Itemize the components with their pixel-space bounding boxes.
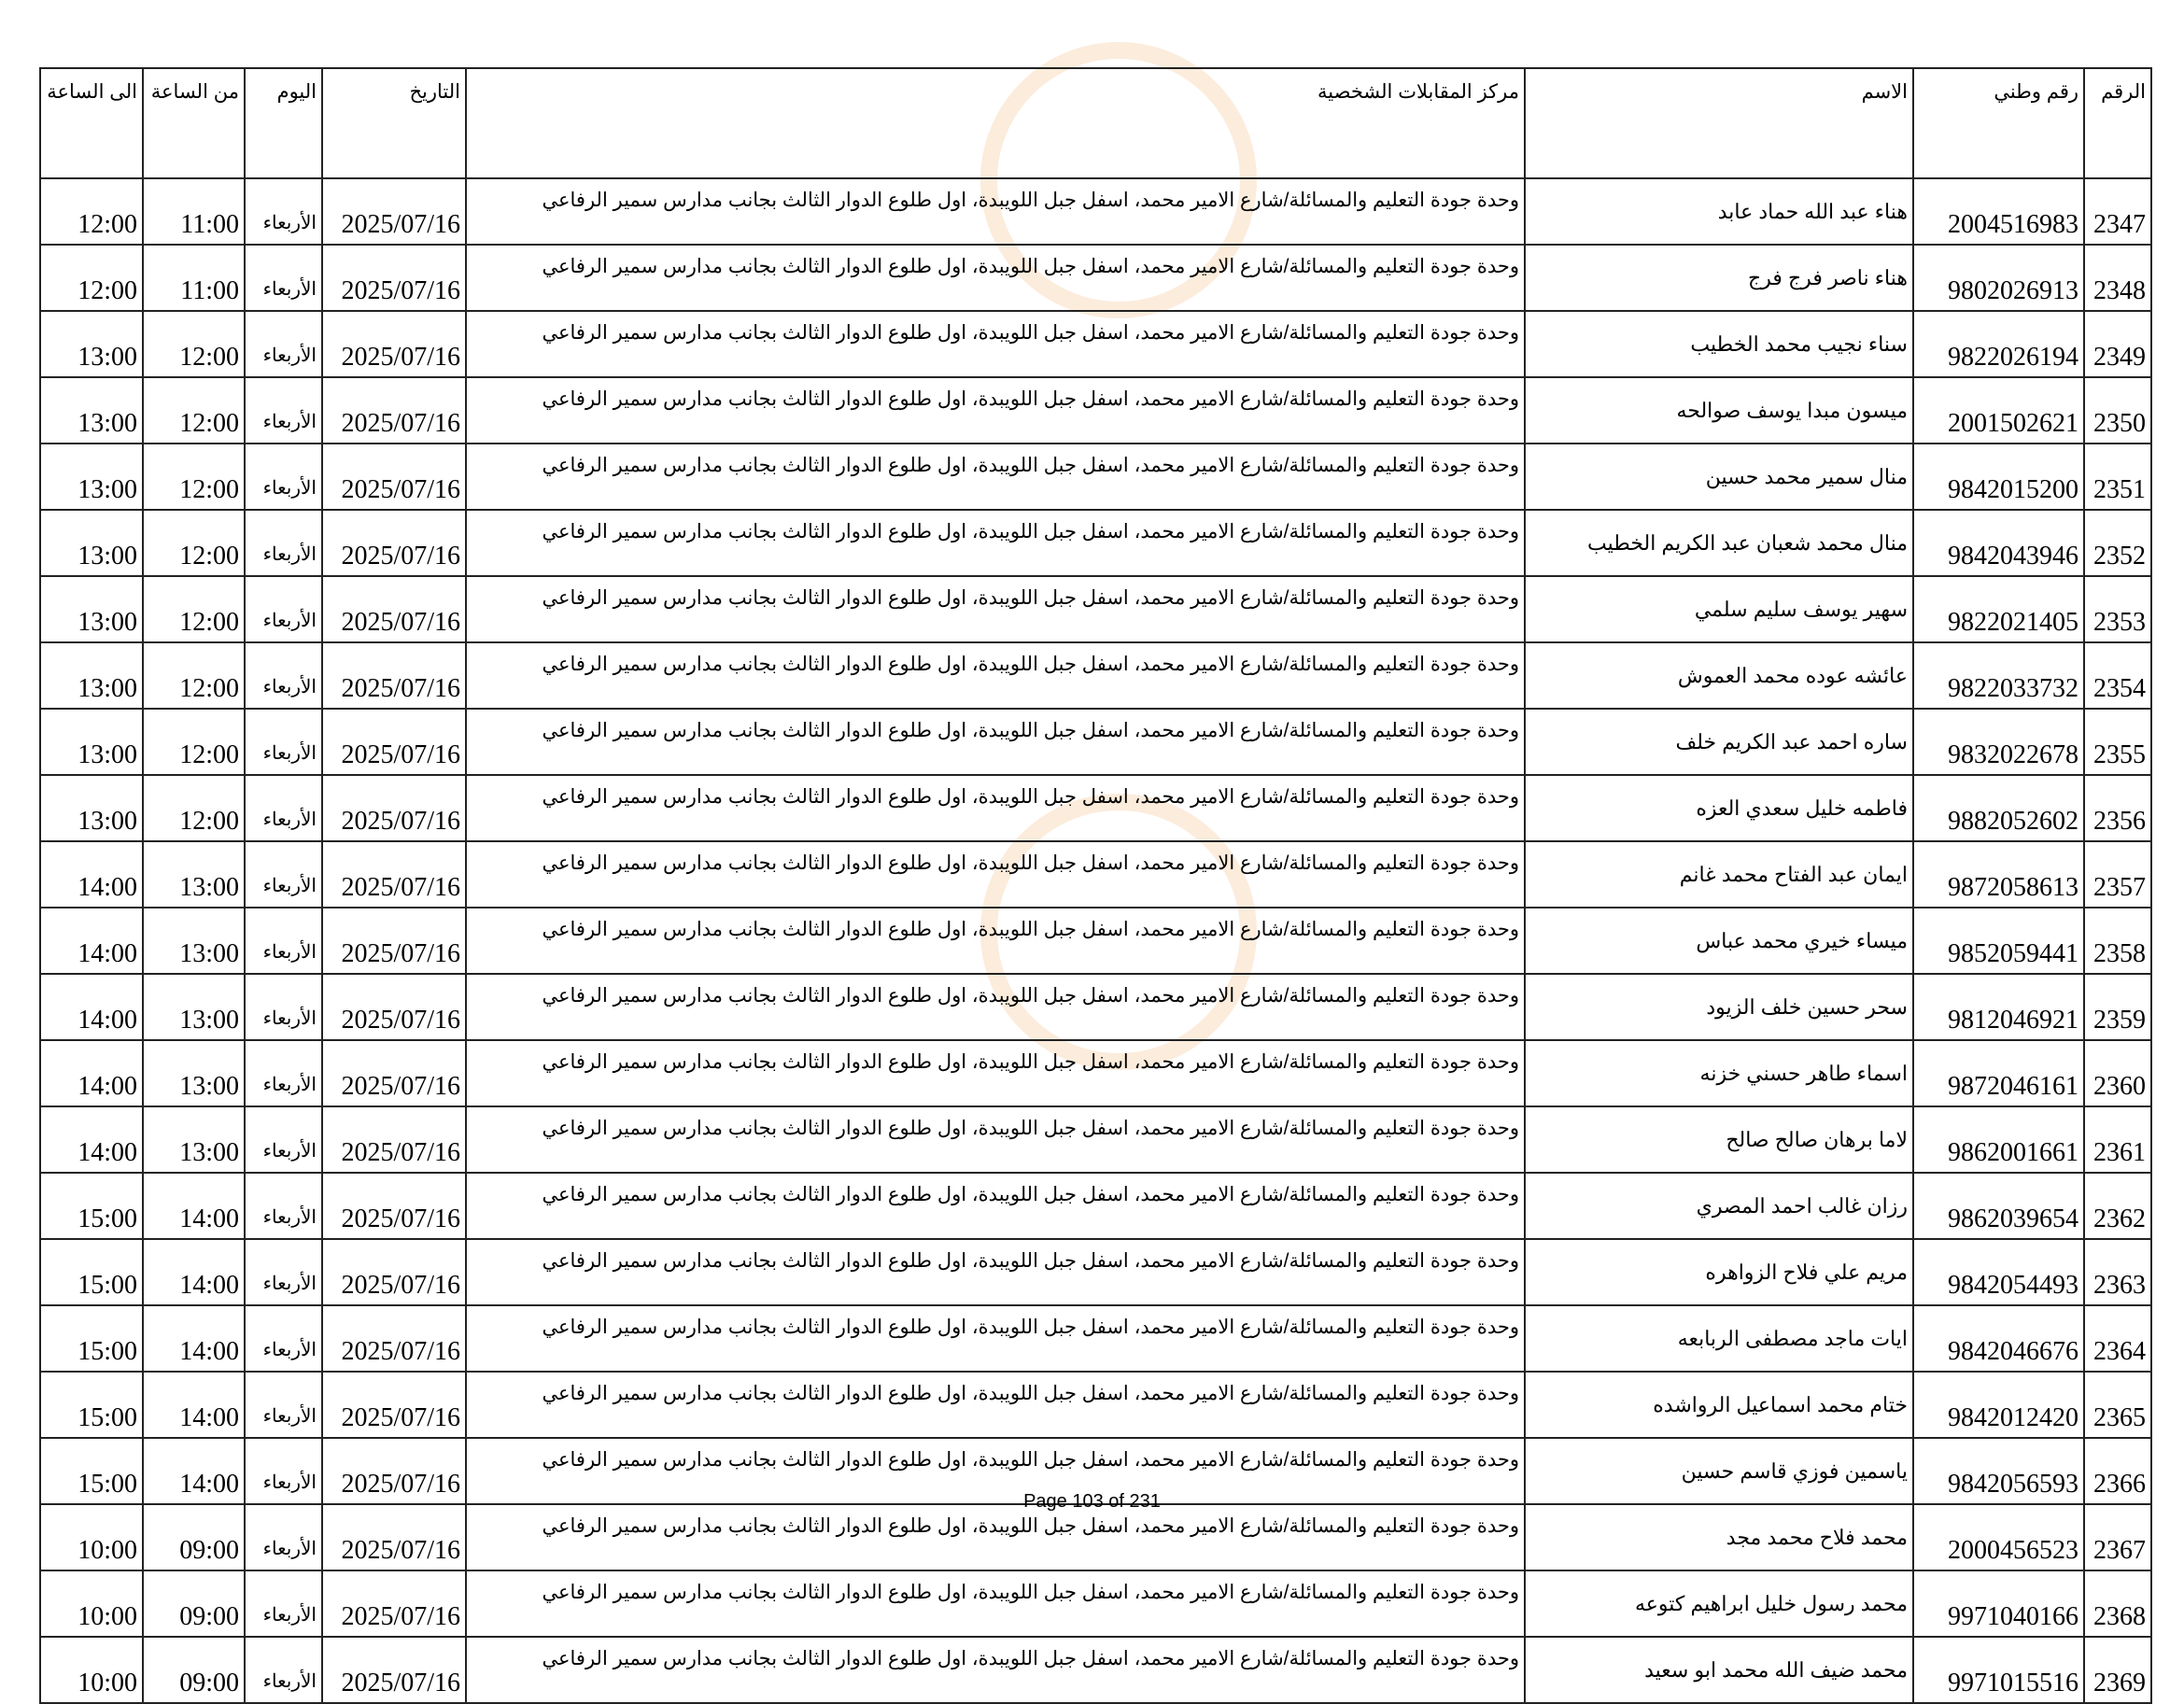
interview-center-cell: وحدة جودة التعليم والمسائلة/شارع الامير محمد، اسفل جبل اللويبدة، اول طلوع الدوار الثالث بجانب مدارس سمير الرفاعي xyxy=(466,709,1525,775)
row-number-cell: 2361 xyxy=(2084,1106,2151,1173)
interview-center-cell: وحدة جودة التعليم والمسائلة/شارع الامير محمد، اسفل جبل اللويبدة، اول طلوع الدوار الثالث بجانب مدارس سمير الرفاعي xyxy=(466,1305,1525,1372)
national-id-cell: 9842056593 xyxy=(1913,1438,2084,1504)
national-id-cell: 9832022678 xyxy=(1913,709,2084,775)
interview-date-cell: 2025/07/16 xyxy=(322,709,466,775)
header-to-time: الى الساعة xyxy=(40,68,143,178)
interview-date-cell: 2025/07/16 xyxy=(322,974,466,1040)
interview-date-cell: 2025/07/16 xyxy=(322,1438,466,1504)
interview-center-cell: وحدة جودة التعليم والمسائلة/شارع الامير محمد، اسفل جبل اللويبدة، اول طلوع الدوار الثالث بجانب مدارس سمير الرفاعي xyxy=(466,974,1525,1040)
applicant-name-cell: ايمان عبد الفتاح محمد غانم xyxy=(1525,841,1913,908)
interview-center-cell: وحدة جودة التعليم والمسائلة/شارع الامير محمد، اسفل جبل اللويبدة، اول طلوع الدوار الثالث بجانب مدارس سمير الرفاعي xyxy=(466,1438,1525,1504)
interview-center-cell: وحدة جودة التعليم والمسائلة/شارع الامير محمد، اسفل جبل اللويبدة، اول طلوع الدوار الثالث بجانب مدارس سمير الرفاعي xyxy=(466,245,1525,311)
to-time-cell: 13:00 xyxy=(40,775,143,841)
table-row xyxy=(40,1637,2151,1703)
national-id-cell: 9822021405 xyxy=(1913,576,2084,642)
interview-center-cell: وحدة جودة التعليم والمسائلة/شارع الامير محمد، اسفل جبل اللويبدة، اول طلوع الدوار الثالث بجانب مدارس سمير الرفاعي xyxy=(466,377,1525,444)
interview-date-cell: 2025/07/16 xyxy=(322,1106,466,1173)
applicant-name-cell: ختام محمد اسماعيل الرواشده xyxy=(1525,1372,1913,1438)
interview-center-cell: وحدة جودة التعليم والمسائلة/شارع الامير محمد، اسفل جبل اللويبدة، اول طلوع الدوار الثالث بجانب مدارس سمير الرفاعي xyxy=(466,1372,1525,1438)
interview-date-cell: 2025/07/16 xyxy=(322,178,466,245)
table-row xyxy=(40,1570,2151,1637)
row-number-cell: 2355 xyxy=(2084,709,2151,775)
to-time-cell: 14:00 xyxy=(40,1106,143,1173)
national-id-cell: 2001502621 xyxy=(1913,377,2084,444)
national-id-cell: 2004516983 xyxy=(1913,178,2084,245)
from-time-cell: 09:00 xyxy=(143,1637,245,1703)
interview-day-cell: الأربعاء xyxy=(245,908,322,974)
national-id-cell: 9822033732 xyxy=(1913,642,2084,709)
to-time-cell: 13:00 xyxy=(40,642,143,709)
national-id-cell: 9822026194 xyxy=(1913,311,2084,377)
national-id-cell: 9971015516 xyxy=(1913,1637,2084,1703)
interview-day-cell: الأربعاء xyxy=(245,1040,322,1106)
interview-date-cell: 2025/07/16 xyxy=(322,1040,466,1106)
interview-center-cell: وحدة جودة التعليم والمسائلة/شارع الامير محمد، اسفل جبل اللويبدة، اول طلوع الدوار الثالث بجانب مدارس سمير الرفاعي xyxy=(466,576,1525,642)
interview-date-cell: 2025/07/16 xyxy=(322,311,466,377)
interview-day-cell: الأربعاء xyxy=(245,444,322,510)
row-number-cell: 2351 xyxy=(2084,444,2151,510)
applicant-name-cell: رزان غالب احمد المصري xyxy=(1525,1173,1913,1239)
row-number-cell: 2367 xyxy=(2084,1504,2151,1570)
row-number-cell: 2357 xyxy=(2084,841,2151,908)
interview-date-cell: 2025/07/16 xyxy=(322,1239,466,1305)
interview-date-cell: 2025/07/16 xyxy=(322,775,466,841)
from-time-cell: 14:00 xyxy=(143,1305,245,1372)
from-time-cell: 13:00 xyxy=(143,908,245,974)
interview-day-cell: الأربعاء xyxy=(245,377,322,444)
national-id-cell: 9842043946 xyxy=(1913,510,2084,576)
row-number-cell: 2354 xyxy=(2084,642,2151,709)
header-day: اليوم xyxy=(245,68,322,178)
interview-day-cell: الأربعاء xyxy=(245,1504,322,1570)
interview-day-cell: الأربعاء xyxy=(245,1239,322,1305)
applicant-name-cell: هناء ناصر فرج فرج xyxy=(1525,245,1913,311)
to-time-cell: 10:00 xyxy=(40,1570,143,1637)
interview-center-cell: وحدة جودة التعليم والمسائلة/شارع الامير محمد، اسفل جبل اللويبدة، اول طلوع الدوار الثالث بجانب مدارس سمير الرفاعي xyxy=(466,1239,1525,1305)
table-row xyxy=(40,1305,2151,1372)
interview-center-cell: وحدة جودة التعليم والمسائلة/شارع الامير محمد، اسفل جبل اللويبدة، اول طلوع الدوار الثالث بجانب مدارس سمير الرفاعي xyxy=(466,1570,1525,1637)
interview-center-cell: وحدة جودة التعليم والمسائلة/شارع الامير محمد، اسفل جبل اللويبدة، اول طلوع الدوار الثالث بجانب مدارس سمير الرفاعي xyxy=(466,642,1525,709)
applicant-name-cell: سهير يوسف سليم سلمي xyxy=(1525,576,1913,642)
to-time-cell: 15:00 xyxy=(40,1173,143,1239)
row-number-cell: 2366 xyxy=(2084,1438,2151,1504)
applicant-name-cell: مريم علي فلاح الزواهره xyxy=(1525,1239,1913,1305)
interview-day-cell: الأربعاء xyxy=(245,709,322,775)
from-time-cell: 13:00 xyxy=(143,1040,245,1106)
national-id-cell: 2000456523 xyxy=(1913,1504,2084,1570)
from-time-cell: 12:00 xyxy=(143,775,245,841)
interview-date-cell: 2025/07/16 xyxy=(322,841,466,908)
header-date: التاريخ xyxy=(322,68,466,178)
from-time-cell: 14:00 xyxy=(143,1372,245,1438)
table-row xyxy=(40,841,2151,908)
from-time-cell: 12:00 xyxy=(143,510,245,576)
applicant-name-cell: عائشه عوده محمد العموش xyxy=(1525,642,1913,709)
interview-day-cell: الأربعاء xyxy=(245,576,322,642)
applicant-name-cell: لاما برهان صالح صالح xyxy=(1525,1106,1913,1173)
to-time-cell: 10:00 xyxy=(40,1504,143,1570)
row-number-cell: 2348 xyxy=(2084,245,2151,311)
national-id-cell: 9802026913 xyxy=(1913,245,2084,311)
interview-center-cell: وحدة جودة التعليم والمسائلة/شارع الامير محمد، اسفل جبل اللويبدة، اول طلوع الدوار الثالث بجانب مدارس سمير الرفاعي xyxy=(466,775,1525,841)
interview-date-cell: 2025/07/16 xyxy=(322,377,466,444)
from-time-cell: 12:00 xyxy=(143,709,245,775)
from-time-cell: 14:00 xyxy=(143,1173,245,1239)
row-number-cell: 2347 xyxy=(2084,178,2151,245)
applicant-name-cell: سناء نجيب محمد الخطيب xyxy=(1525,311,1913,377)
interview-day-cell: الأربعاء xyxy=(245,974,322,1040)
table-row xyxy=(40,576,2151,642)
applicant-name-cell: ياسمين فوزي قاسم حسين xyxy=(1525,1438,1913,1504)
to-time-cell: 12:00 xyxy=(40,245,143,311)
applicant-name-cell: محمد رسول خليل ابراهيم كتوعه xyxy=(1525,1570,1913,1637)
to-time-cell: 13:00 xyxy=(40,576,143,642)
header-from-time: من الساعة xyxy=(143,68,245,178)
table-row xyxy=(40,444,2151,510)
applicant-name-cell: ايات ماجد مصطفى الربابعه xyxy=(1525,1305,1913,1372)
applicant-name-cell: ميسون مبدا يوسف صوالحه xyxy=(1525,377,1913,444)
applicant-name-cell: ميساء خيري محمد عباس xyxy=(1525,908,1913,974)
national-id-cell: 9872058613 xyxy=(1913,841,2084,908)
table-row xyxy=(40,974,2151,1040)
table-row xyxy=(40,775,2151,841)
interview-center-cell: وحدة جودة التعليم والمسائلة/شارع الامير محمد، اسفل جبل اللويبدة، اول طلوع الدوار الثالث بجانب مدارس سمير الرفاعي xyxy=(466,444,1525,510)
row-number-cell: 2349 xyxy=(2084,311,2151,377)
to-time-cell: 15:00 xyxy=(40,1239,143,1305)
national-id-cell: 9842012420 xyxy=(1913,1372,2084,1438)
interview-date-cell: 2025/07/16 xyxy=(322,245,466,311)
national-id-cell: 9971040166 xyxy=(1913,1570,2084,1637)
national-id-cell: 9872046161 xyxy=(1913,1040,2084,1106)
from-time-cell: 13:00 xyxy=(143,1106,245,1173)
table-row xyxy=(40,1372,2151,1438)
page-number: Page 103 of 231 xyxy=(1023,1491,1161,1512)
from-time-cell: 12:00 xyxy=(143,642,245,709)
interview-day-cell: الأربعاء xyxy=(245,1570,322,1637)
row-number-cell: 2363 xyxy=(2084,1239,2151,1305)
table-row xyxy=(40,1040,2151,1106)
interview-center-cell: وحدة جودة التعليم والمسائلة/شارع الامير محمد، اسفل جبل اللويبدة، اول طلوع الدوار الثالث بجانب مدارس سمير الرفاعي xyxy=(466,1173,1525,1239)
applicant-name-cell: محمد ضيف الله محمد ابو سعيد xyxy=(1525,1637,1913,1703)
interview-date-cell: 2025/07/16 xyxy=(322,1372,466,1438)
table-row xyxy=(40,642,2151,709)
from-time-cell: 09:00 xyxy=(143,1570,245,1637)
interview-day-cell: الأربعاء xyxy=(245,642,322,709)
header-center: مركز المقابلات الشخصية xyxy=(466,68,1525,178)
row-number-cell: 2362 xyxy=(2084,1173,2151,1239)
interview-date-cell: 2025/07/16 xyxy=(322,1305,466,1372)
interview-center-cell: وحدة جودة التعليم والمسائلة/شارع الامير محمد، اسفل جبل اللويبدة، اول طلوع الدوار الثالث بجانب مدارس سمير الرفاعي xyxy=(466,841,1525,908)
table-row xyxy=(40,245,2151,311)
from-time-cell: 13:00 xyxy=(143,841,245,908)
interview-day-cell: الأربعاء xyxy=(245,1305,322,1372)
national-id-cell: 9842054493 xyxy=(1913,1239,2084,1305)
interview-day-cell: الأربعاء xyxy=(245,178,322,245)
applicant-name-cell: ساره احمد عبد الكريم خلف xyxy=(1525,709,1913,775)
interview-day-cell: الأربعاء xyxy=(245,775,322,841)
interview-date-cell: 2025/07/16 xyxy=(322,1570,466,1637)
to-time-cell: 13:00 xyxy=(40,377,143,444)
to-time-cell: 13:00 xyxy=(40,709,143,775)
row-number-cell: 2368 xyxy=(2084,1570,2151,1637)
interview-date-cell: 2025/07/16 xyxy=(322,510,466,576)
row-number-cell: 2364 xyxy=(2084,1305,2151,1372)
row-number-cell: 2353 xyxy=(2084,576,2151,642)
to-time-cell: 13:00 xyxy=(40,444,143,510)
national-id-cell: 9812046921 xyxy=(1913,974,2084,1040)
interview-date-cell: 2025/07/16 xyxy=(322,1173,466,1239)
interview-day-cell: الأربعاء xyxy=(245,1106,322,1173)
from-time-cell: 09:00 xyxy=(143,1504,245,1570)
row-number-cell: 2369 xyxy=(2084,1637,2151,1703)
interview-day-cell: الأربعاء xyxy=(245,1372,322,1438)
row-number-cell: 2359 xyxy=(2084,974,2151,1040)
applicant-name-cell: محمد فلاح محمد مجد xyxy=(1525,1504,1913,1570)
interview-center-cell: وحدة جودة التعليم والمسائلة/شارع الامير محمد، اسفل جبل اللويبدة، اول طلوع الدوار الثالث بجانب مدارس سمير الرفاعي xyxy=(466,908,1525,974)
table-row xyxy=(40,178,2151,245)
from-time-cell: 13:00 xyxy=(143,974,245,1040)
table-row xyxy=(40,1504,2151,1570)
from-time-cell: 14:00 xyxy=(143,1438,245,1504)
header-name: الاسم xyxy=(1525,68,1913,178)
interview-day-cell: الأربعاء xyxy=(245,510,322,576)
to-time-cell: 15:00 xyxy=(40,1438,143,1504)
to-time-cell: 14:00 xyxy=(40,908,143,974)
table-row xyxy=(40,908,2151,974)
interview-day-cell: الأربعاء xyxy=(245,245,322,311)
interview-center-cell: وحدة جودة التعليم والمسائلة/شارع الامير محمد، اسفل جبل اللويبدة، اول طلوع الدوار الثالث بجانب مدارس سمير الرفاعي xyxy=(466,1637,1525,1703)
table-row xyxy=(40,709,2151,775)
interview-center-cell: وحدة جودة التعليم والمسائلة/شارع الامير محمد، اسفل جبل اللويبدة، اول طلوع الدوار الثالث بجانب مدارس سمير الرفاعي xyxy=(466,510,1525,576)
to-time-cell: 12:00 xyxy=(40,178,143,245)
to-time-cell: 15:00 xyxy=(40,1372,143,1438)
row-number-cell: 2356 xyxy=(2084,775,2151,841)
interview-day-cell: الأربعاء xyxy=(245,1637,322,1703)
applicant-name-cell: منال سمير محمد حسين xyxy=(1525,444,1913,510)
national-id-cell: 9862001661 xyxy=(1913,1106,2084,1173)
interview-day-cell: الأربعاء xyxy=(245,1173,322,1239)
to-time-cell: 14:00 xyxy=(40,974,143,1040)
from-time-cell: 12:00 xyxy=(143,377,245,444)
to-time-cell: 14:00 xyxy=(40,841,143,908)
to-time-cell: 15:00 xyxy=(40,1305,143,1372)
applicant-name-cell: منال محمد شعبان عبد الكريم الخطيب xyxy=(1525,510,1913,576)
table-row xyxy=(40,311,2151,377)
table-row xyxy=(40,1106,2151,1173)
applicant-name-cell: اسماء طاهر حسني خزنه xyxy=(1525,1040,1913,1106)
interview-day-cell: الأربعاء xyxy=(245,841,322,908)
interview-schedule-table xyxy=(39,67,2152,1704)
applicant-name-cell: هناء عبد الله حماد عابد xyxy=(1525,178,1913,245)
to-time-cell: 10:00 xyxy=(40,1637,143,1703)
row-number-cell: 2358 xyxy=(2084,908,2151,974)
applicant-name-cell: سحر حسين خلف الزيود xyxy=(1525,974,1913,1040)
interview-date-cell: 2025/07/16 xyxy=(322,908,466,974)
table-row xyxy=(40,1239,2151,1305)
interview-date-cell: 2025/07/16 xyxy=(322,576,466,642)
interview-center-cell: وحدة جودة التعليم والمسائلة/شارع الامير محمد، اسفل جبل اللويبدة، اول طلوع الدوار الثالث بجانب مدارس سمير الرفاعي xyxy=(466,1040,1525,1106)
interview-center-cell: وحدة جودة التعليم والمسائلة/شارع الامير محمد، اسفل جبل اللويبدة، اول طلوع الدوار الثالث بجانب مدارس سمير الرفاعي xyxy=(466,1504,1525,1570)
header-number: الرقم xyxy=(2084,68,2151,178)
header-national-id: رقم وطني xyxy=(1913,68,2084,178)
interview-date-cell: 2025/07/16 xyxy=(322,642,466,709)
national-id-cell: 9842046676 xyxy=(1913,1305,2084,1372)
interview-day-cell: الأربعاء xyxy=(245,1438,322,1504)
to-time-cell: 13:00 xyxy=(40,311,143,377)
to-time-cell: 14:00 xyxy=(40,1040,143,1106)
interview-day-cell: الأربعاء xyxy=(245,311,322,377)
interview-center-cell: وحدة جودة التعليم والمسائلة/شارع الامير محمد، اسفل جبل اللويبدة، اول طلوع الدوار الثالث بجانب مدارس سمير الرفاعي xyxy=(466,1106,1525,1173)
interview-date-cell: 2025/07/16 xyxy=(322,1637,466,1703)
from-time-cell: 12:00 xyxy=(143,444,245,510)
national-id-cell: 9852059441 xyxy=(1913,908,2084,974)
interview-center-cell: وحدة جودة التعليم والمسائلة/شارع الامير محمد، اسفل جبل اللويبدة، اول طلوع الدوار الثالث بجانب مدارس سمير الرفاعي xyxy=(466,178,1525,245)
from-time-cell: 11:00 xyxy=(143,245,245,311)
interview-date-cell: 2025/07/16 xyxy=(322,444,466,510)
table-row xyxy=(40,377,2151,444)
national-id-cell: 9882052602 xyxy=(1913,775,2084,841)
from-time-cell: 12:00 xyxy=(143,311,245,377)
table-row xyxy=(40,510,2151,576)
from-time-cell: 12:00 xyxy=(143,576,245,642)
row-number-cell: 2352 xyxy=(2084,510,2151,576)
applicant-name-cell: فاطمه خليل سعدي العزه xyxy=(1525,775,1913,841)
table-header-row xyxy=(40,68,2151,178)
from-time-cell: 14:00 xyxy=(143,1239,245,1305)
row-number-cell: 2360 xyxy=(2084,1040,2151,1106)
row-number-cell: 2365 xyxy=(2084,1372,2151,1438)
interview-center-cell: وحدة جودة التعليم والمسائلة/شارع الامير محمد، اسفل جبل اللويبدة، اول طلوع الدوار الثالث بجانب مدارس سمير الرفاعي xyxy=(466,311,1525,377)
national-id-cell: 9842015200 xyxy=(1913,444,2084,510)
row-number-cell: 2350 xyxy=(2084,377,2151,444)
national-id-cell: 9862039654 xyxy=(1913,1173,2084,1239)
to-time-cell: 13:00 xyxy=(40,510,143,576)
from-time-cell: 11:00 xyxy=(143,178,245,245)
interview-date-cell: 2025/07/16 xyxy=(322,1504,466,1570)
table-row xyxy=(40,1173,2151,1239)
